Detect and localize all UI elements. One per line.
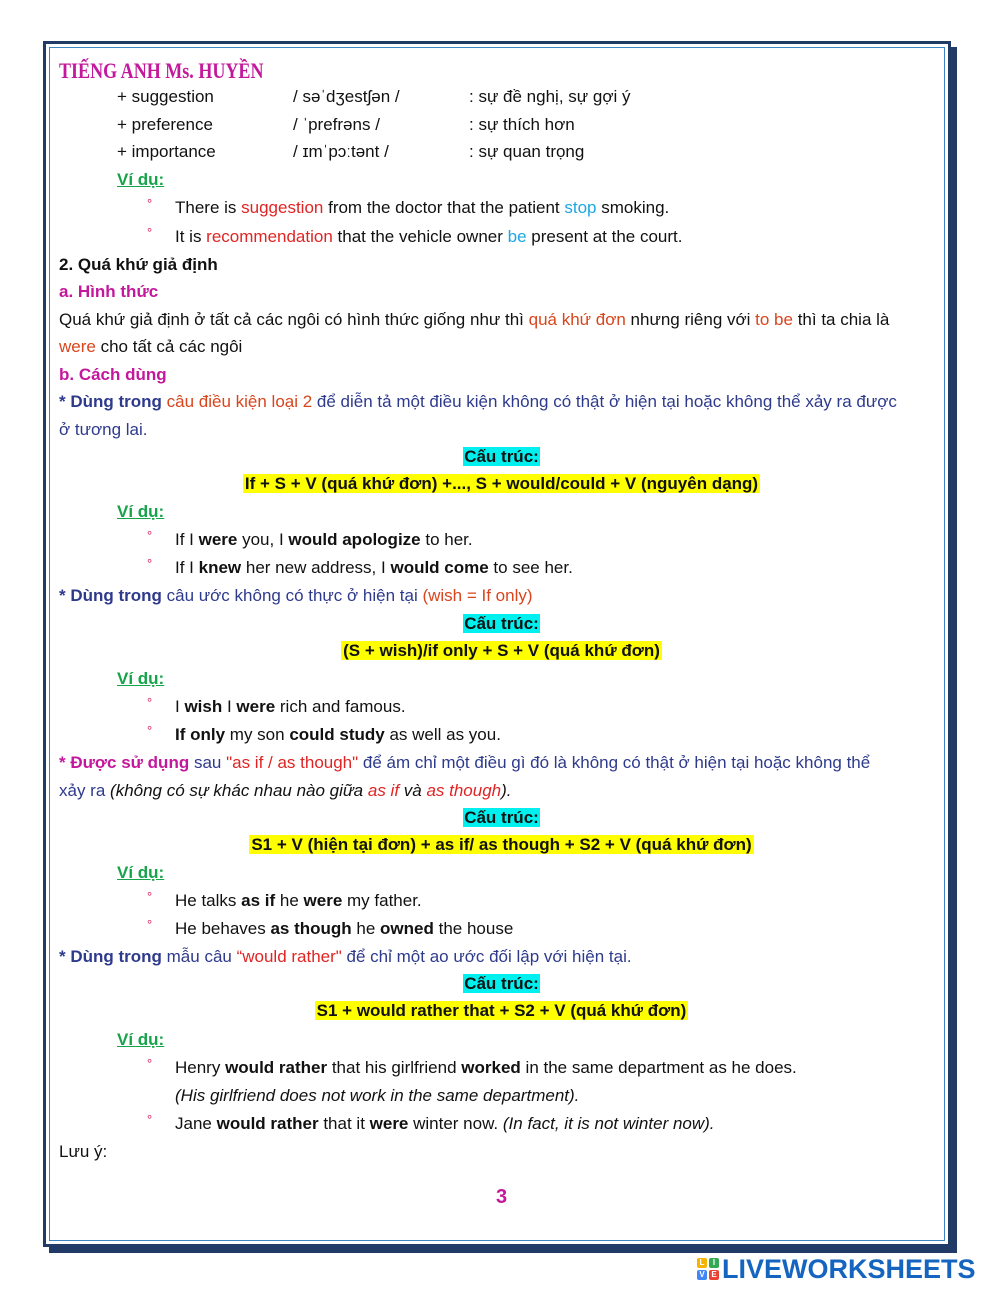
usage-line: ở tương lai. [59, 420, 148, 439]
usage-line [59, 391, 897, 413]
example-keyword: were [369, 1114, 409, 1133]
example-text: He talks [175, 891, 242, 910]
example-text: as well as you. [384, 725, 501, 744]
usage-text: để chỉ một ao ước đối lập với hiện tại. [341, 947, 632, 966]
example-item [147, 889, 422, 912]
example-item [147, 196, 670, 219]
example-text: I [175, 697, 185, 716]
structure-label-text: Cấu trúc: [464, 974, 539, 993]
example-text: It is [175, 227, 207, 246]
example-keyword: knew [198, 558, 242, 577]
example-keyword: If only [175, 725, 226, 744]
example-text: Henry [175, 1058, 226, 1077]
usage-line [59, 585, 533, 607]
formula-text: If + S + V (quá khứ đơn) +..., S + would/could + V (nguyên dạng) [244, 474, 759, 493]
example-keyword: would rather [216, 1114, 319, 1133]
example-item [147, 528, 473, 551]
structure-label [59, 613, 944, 635]
example-keyword: could study [289, 725, 385, 744]
subsection-heading: b. Cách dùng [59, 365, 167, 384]
subsection-heading: a. Hình thức [59, 282, 159, 301]
formula-text: S1 + would rather that + S2 + V (quá khứ đơn) [316, 1001, 687, 1020]
usage-line [59, 780, 512, 802]
example-text: he [351, 919, 381, 938]
usage-lead: * Dùng trong [59, 586, 162, 605]
logo-letter: L [697, 1258, 707, 1268]
example-keyword: would come [390, 558, 489, 577]
example-keyword: as though [270, 919, 352, 938]
logo-letter: E [709, 1270, 719, 1280]
example-label: Ví dụ: [117, 863, 165, 882]
example-keyword: as if [241, 891, 276, 910]
text: thì ta chia là [792, 310, 890, 329]
example-keyword: suggestion [241, 198, 324, 217]
liveworksheets-logo[interactable] [697, 1254, 976, 1284]
example-text: He behaves [175, 919, 271, 938]
text: nhưng riêng với [625, 310, 756, 329]
example-note: (In fact, it is not winter now). [502, 1114, 715, 1133]
example-item [147, 1056, 797, 1079]
example-text: that his girlfriend [327, 1058, 462, 1077]
usage-keyword: (wish = If only) [422, 586, 533, 605]
logo-letter: I [709, 1258, 719, 1268]
example-item [147, 917, 514, 940]
structure-label-text: Cấu trúc: [464, 808, 539, 827]
bullet-icon: ° [147, 528, 153, 543]
example-text: winter now. [408, 1114, 503, 1133]
bullet-icon: ° [147, 1112, 153, 1127]
structure-formula [59, 640, 944, 662]
vocab-word: + suggestion [117, 87, 214, 106]
brand-title: TIẾNG ANH Ms. HUYỀN [59, 58, 264, 83]
logo-letter: V [697, 1270, 707, 1280]
example-item [147, 556, 573, 579]
example-text: my father. [342, 891, 422, 910]
bullet-icon: ° [147, 225, 153, 240]
structure-formula [59, 1000, 944, 1022]
example-label: Ví dụ: [117, 669, 165, 688]
bullet-icon: ° [147, 196, 153, 211]
usage-text: để diễn tả một điều kiện không có thật ở hiện tại hoặc không thể xảy ra được [312, 392, 897, 411]
usage-text: mẫu câu [161, 947, 237, 966]
logo-mark-icon [697, 1258, 719, 1280]
usage-keyword: “would rather" [236, 947, 342, 966]
vocab-ipa: / ɪmˈpɔːtənt / [293, 142, 389, 161]
usage-text: xảy ra [59, 781, 111, 800]
logo-text: LIVEWORKSHEETS [722, 1253, 976, 1284]
usage-text: sau [189, 753, 227, 772]
usage-line [59, 752, 870, 774]
example-text: If I [175, 530, 199, 549]
example-text: smoking. [596, 198, 670, 217]
example-label: Ví dụ: [117, 1030, 165, 1049]
usage-lead: * Được sử dụng [59, 753, 190, 772]
example-text: to see her. [488, 558, 573, 577]
example-label: Ví dụ: [117, 170, 165, 189]
example-keyword: were [303, 891, 343, 910]
example-keyword: would apologize [288, 530, 421, 549]
usage-lead: * Dùng trong [59, 392, 162, 411]
structure-label [59, 973, 944, 995]
bullet-icon: ° [147, 695, 153, 710]
text: cho tất cả các ngôi [95, 337, 243, 356]
usage-text: câu ước không có thực ở hiện tại [161, 586, 423, 605]
structure-label-text: Cấu trúc: [464, 447, 539, 466]
bullet-icon: ° [147, 889, 153, 904]
example-text: her new address, I [241, 558, 391, 577]
example-keyword: stop [564, 198, 597, 217]
note-label: Lưu ý: [59, 1142, 108, 1161]
usage-line [59, 946, 632, 968]
keyword: were [59, 337, 96, 356]
example-text: you, I [237, 530, 289, 549]
usage-keyword: as if [367, 781, 400, 800]
example-keyword: worked [461, 1058, 521, 1077]
example-keyword: wish [184, 697, 223, 716]
example-text: that it [318, 1114, 370, 1133]
usage-keyword: câu điều kiện loại 2 [161, 392, 313, 411]
example-keyword: were [198, 530, 238, 549]
vocab-ipa: / səˈdʒestʃən / [293, 87, 400, 106]
example-text: If I [175, 558, 199, 577]
structure-label [59, 807, 944, 829]
vocab-word: + importance [117, 142, 216, 161]
example-text: rich and famous. [275, 697, 406, 716]
example-text: that the vehicle owner [332, 227, 508, 246]
bullet-icon: ° [147, 556, 153, 571]
paragraph-line [59, 336, 242, 358]
structure-label [59, 446, 944, 468]
vocab-word: + preference [117, 115, 213, 134]
bullet-icon: ° [147, 723, 153, 738]
example-text: I [222, 697, 237, 716]
usage-keyword: as though [426, 781, 502, 800]
example-text: from the doctor that the patient [323, 198, 565, 217]
example-keyword: would rather [225, 1058, 328, 1077]
example-keyword: owned [380, 919, 434, 938]
vocab-meaning: : sự quan trọng [469, 142, 585, 161]
usage-text: để ám chỉ một điều gì đó là không có thật ở hiện tại hoặc không thể [358, 753, 871, 772]
structure-formula [59, 473, 944, 495]
example-text: Jane [175, 1114, 217, 1133]
example-item [147, 723, 501, 746]
usage-lead: * Dùng trong [59, 947, 162, 966]
vocab-meaning: : sự thích hơn [469, 115, 575, 134]
example-text: present at the court. [526, 227, 683, 246]
usage-note: (không có sự khác nhau nào giữa [110, 781, 368, 800]
example-text: the house [433, 919, 514, 938]
page-number: 3 [495, 1186, 508, 1208]
example-keyword: were [236, 697, 276, 716]
example-item [147, 225, 683, 248]
bullet-icon: ° [147, 1056, 153, 1071]
paragraph-line [59, 309, 889, 331]
formula-text: S1 + V (hiện tại đơn) + as if/ as though + S2 + V (quá khứ đơn) [251, 835, 752, 854]
example-text: my son [225, 725, 290, 744]
section-heading: 2. Quá khứ giả định [59, 255, 218, 274]
example-item [147, 1112, 715, 1135]
formula-text: (S + wish)/if only + S + V (quá khứ đơn) [343, 641, 660, 660]
vocab-meaning: : sự đề nghị, sự gợi ý [469, 87, 631, 106]
example-keyword: be [507, 227, 527, 246]
example-text: he [275, 891, 304, 910]
usage-note: và [399, 781, 427, 800]
usage-note: ). [501, 781, 512, 800]
example-keyword: recommendation [206, 227, 333, 246]
example-text: in the same department as he does. [520, 1058, 797, 1077]
keyword: to be [755, 310, 793, 329]
structure-formula [59, 834, 944, 856]
bullet-icon: ° [147, 917, 153, 932]
example-text: to her. [420, 530, 473, 549]
keyword: quá khứ đơn [528, 310, 626, 329]
usage-keyword: "as if / as though" [226, 753, 359, 772]
structure-label-text: Cấu trúc: [464, 614, 539, 633]
example-label: Ví dụ: [117, 502, 165, 521]
example-note: (His girlfriend does not work in the same department). [175, 1086, 580, 1105]
vocab-ipa: / ˈprefrəns / [293, 115, 380, 134]
text: Quá khứ giả định ở tất cả các ngôi có hình thức giống như thì [59, 310, 529, 329]
example-item [147, 695, 406, 718]
example-text: There is [175, 198, 242, 217]
